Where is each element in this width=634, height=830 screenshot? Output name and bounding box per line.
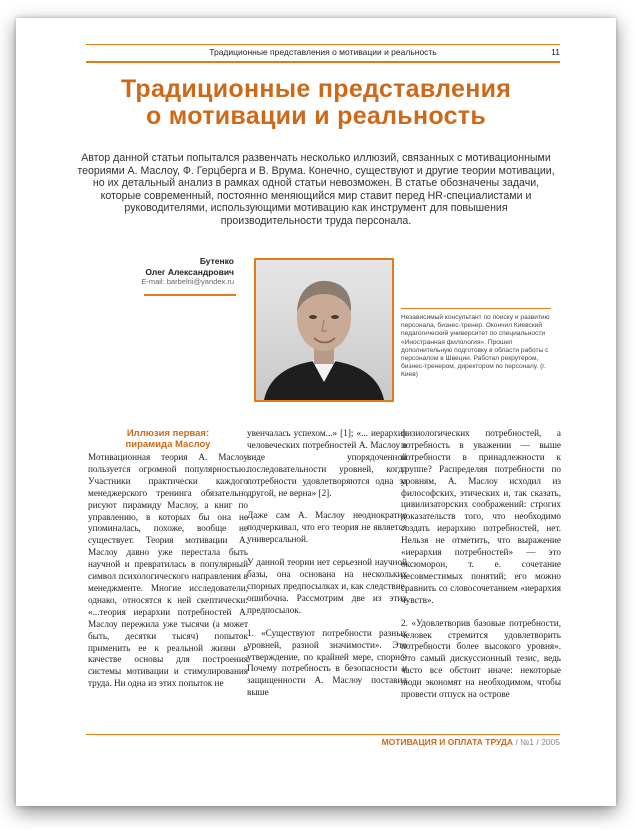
subhead-line-2: пирамида Маслоу: [125, 439, 211, 450]
author-divider: [144, 294, 236, 296]
subhead-line-1: Иллюзия первая:: [126, 428, 210, 439]
bio-divider: [401, 308, 551, 309]
title-line-2: о мотивации и реальность: [145, 102, 487, 130]
running-header: [86, 44, 560, 63]
author-name: Олег Александрович: [145, 266, 234, 277]
text-column-1: [88, 428, 248, 690]
paragraph: физиологических потребностей, а потребность в уважении — выше потребности в принадлежности к группе? Распределяя потребности по уровням, А. Маслоу исходил из философских, этических и, так сказать, цивилизаторских соображений: строгих доказательств того, что необходимо создать иерархию потребностей, нет. Нельзя не отметить, что выражение «иерархия потребностей» — это оксюморон, т. е. сочетание несовместимых понятий; его можно сравнить со словосочетанием «иерархия чувств».: [401, 428, 561, 605]
text-column-3: [401, 428, 561, 701]
author-photo: [254, 258, 394, 402]
author-email: E-mail: barbelni@yandex.ru: [141, 277, 234, 286]
article-title: [56, 76, 576, 130]
author-bio: Независимый консультант по поиску и развитию персонала, бизнес-тренер. Окончил Киевский педагогический университет по специальности «Иностранная филология». Прошел дополнительную подготовку в области работы с персоналом в Швеции. Работал рекрутером, бизнес-тренером, директором по персоналу. (г. Киев): [401, 314, 550, 379]
paragraph: У данной теории нет серьезной научной базы, она основана на нескольких спорных предпосылках и, как следствие, ошибочна. Рассмотрим две из этих предпосылок.: [247, 557, 407, 615]
paragraph: Даже сам А. Маслоу неоднократно подчеркивал, что его теория не является универсальной.: [247, 510, 407, 545]
magazine-page: [16, 18, 616, 806]
page-number: 11: [551, 47, 560, 57]
title-line-1: Традиционные представления: [120, 75, 512, 103]
footer-issue: / №1 / 2005: [513, 737, 560, 747]
paragraph: Мотивационная теория А. Маслоу пользуется огромной популярностью. Участники практически каждого менеджерского тренинга обязательно рисуют пирамиду Маслоу, а книг по управлению, в которых бы она не упоминалась, похоже, вообще не существует. Теория мотивации А. Маслоу давно уже перестала быть научной и превратилась в популярный символ психологического направления в менеджменте. Многие исследователи, однако, относятся к ней скептически: «...теория иерархии потребностей А. Маслоу пережила уже тысячи (а может быть, десятки тысяч) попыток применить ее к реальной жизни в качестве основы для построения системы мотивации и стимулирования труда. Ни одна из этих попыток не: [88, 452, 248, 689]
text-column-2: [247, 428, 407, 699]
running-title: Традиционные представления о мотивации и реальность: [209, 47, 437, 57]
section-subhead: [88, 428, 248, 450]
page-footer: [86, 734, 560, 747]
paragraph: увенчалась успехом...» [1]; «... иерархия человеческих потребностей А. Маслоу в виде упорядоченной последовательности уровней, когда потребности удовлетворяются одна за другой, не верна» [2].: [247, 428, 407, 498]
portrait-image: [256, 260, 392, 400]
article-lead: Автор данной статьи попытался развенчать несколько иллюзий, связанных с мотивационными теориями А. Маслоу, Ф. Герцберга и В. Врума. Конечно, существуют и другие теории мотивации, но их детальный анализ в рамках одной статьи невозможен. В статье обозначены задачи, которые современный, постоянно меняющийся мир ставит перед HR-специалистами и руководителями, использующими мотивацию как инструмент для повышения производительности труда персонала.: [77, 152, 555, 227]
paragraph: 2. «Удовлетворив базовые потребности, человек стремится удовлетворить потребности более высокого уровня». Это самый дискуссионный тезис, ведь часто все обстоит иначе: некоторые люди экономят на необходимом, чтобы провести отпуск на острове: [401, 617, 561, 700]
author-surname: Бутенко: [199, 256, 234, 266]
footer-magazine: МОТИВАЦИЯ И ОПЛАТА ТРУДА: [381, 737, 514, 747]
paragraph: 1. «Существуют потребности разных уровней, разной значимости». Это утверждение, по крайней мере, спорно. Почему потребность в безопасности и защищенности А. Маслоу поставил выше: [247, 627, 407, 698]
author-block: [104, 256, 234, 288]
